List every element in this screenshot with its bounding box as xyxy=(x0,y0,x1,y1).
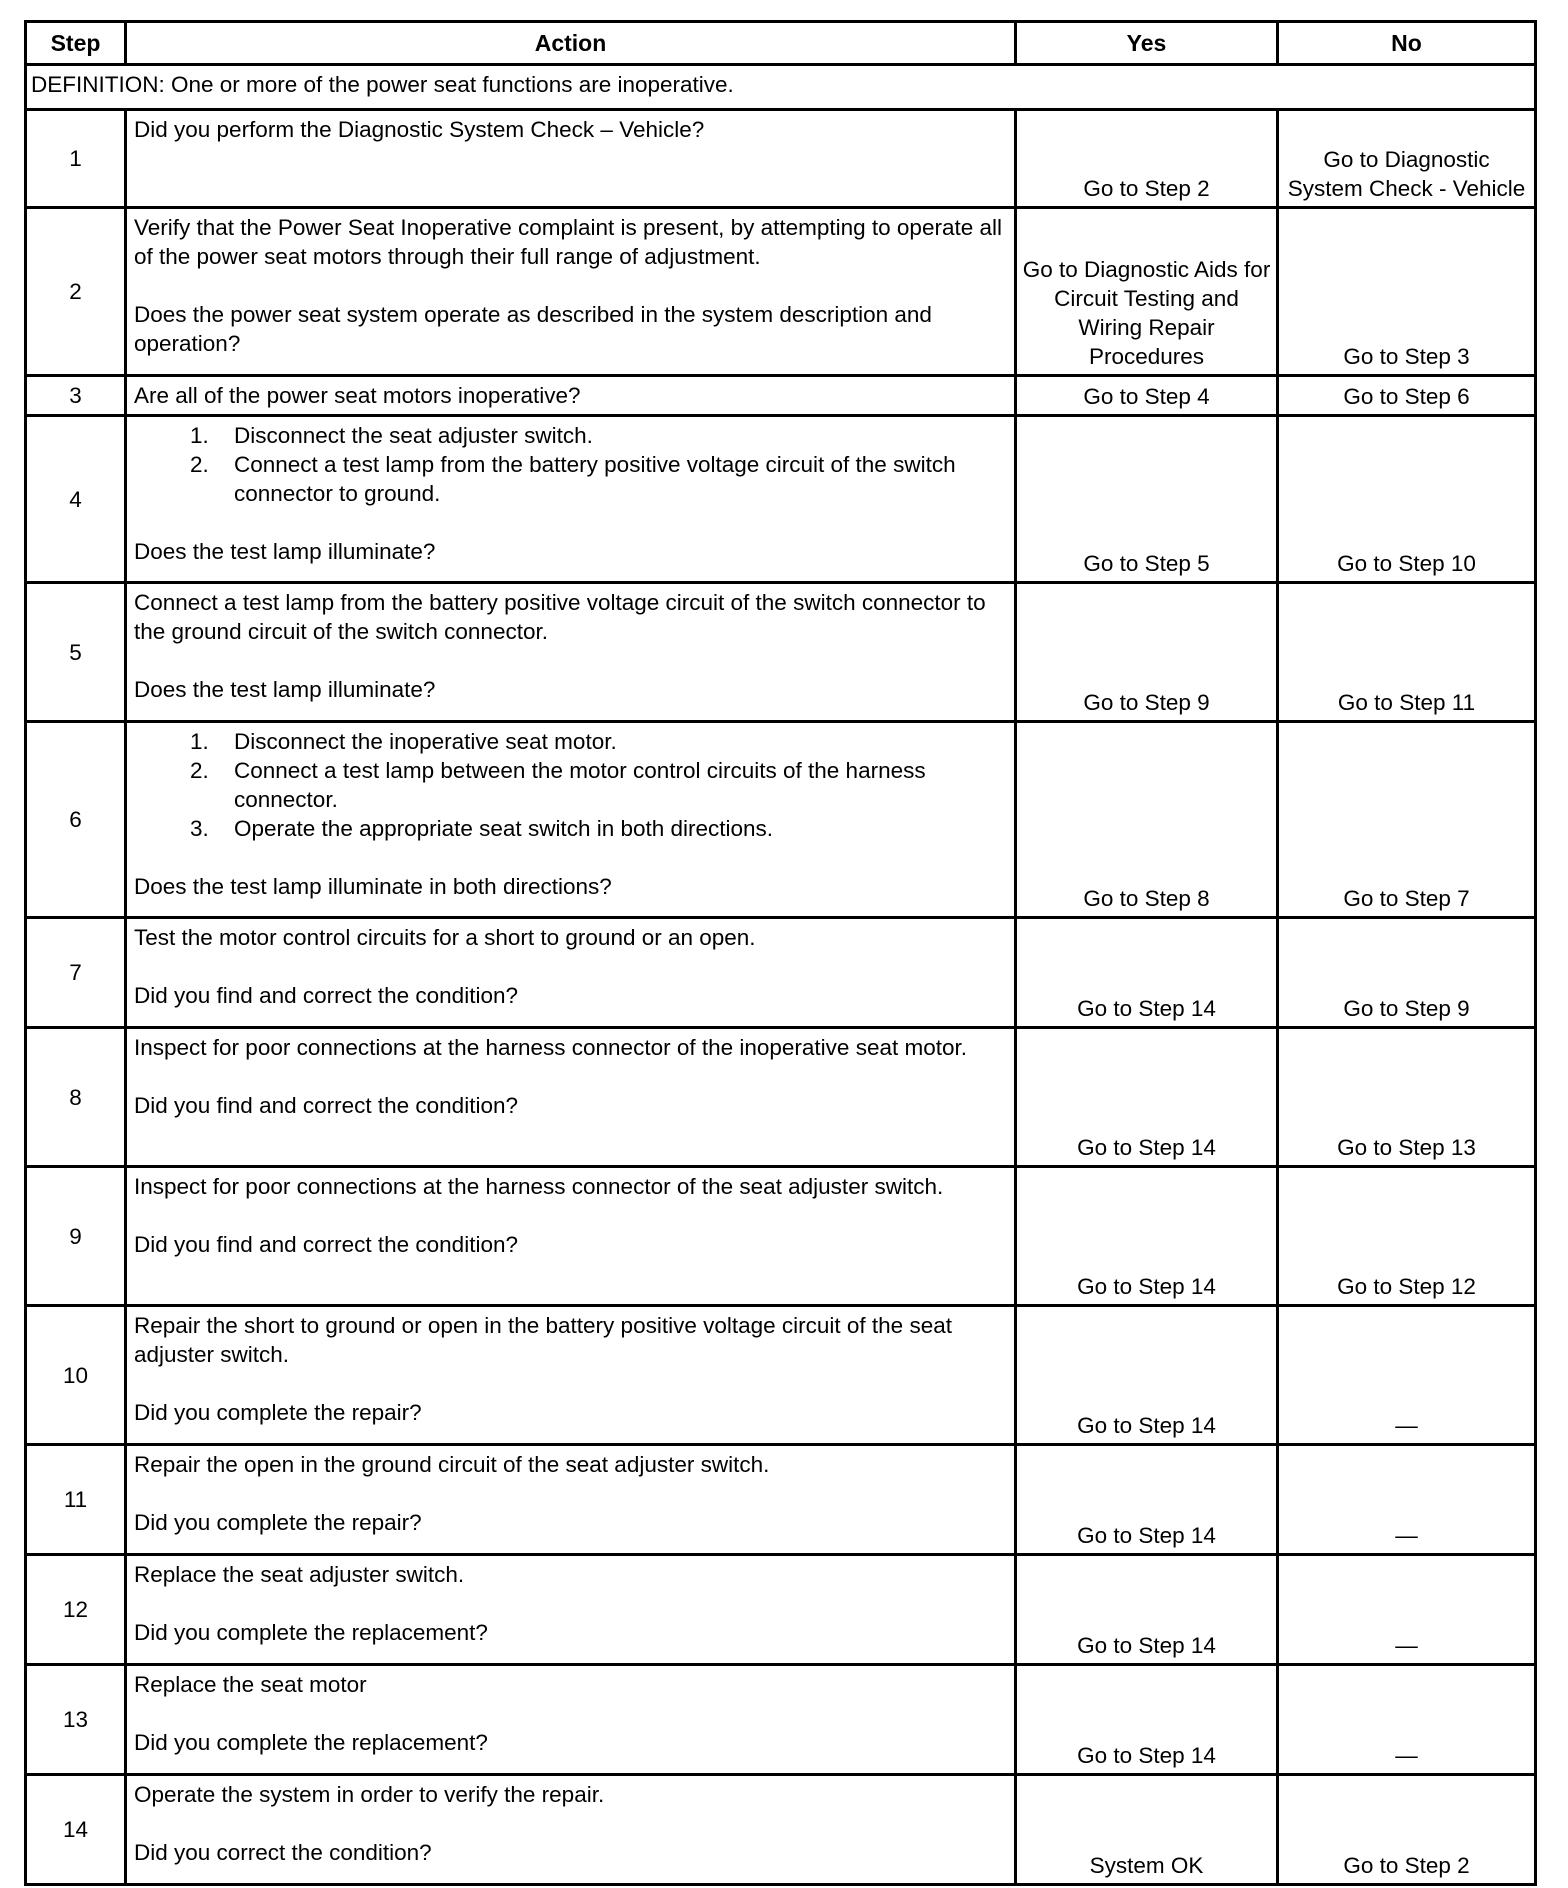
no-cell: Go to Step 6 xyxy=(1278,376,1536,416)
action-text: Inspect for poor connections at the harness connector of the inoperative seat motor. xyxy=(134,1035,967,1060)
list-item xyxy=(190,421,1008,450)
yes-cell: System OK xyxy=(1016,1775,1278,1885)
step-number: 2 xyxy=(26,208,126,376)
step-number: 1 xyxy=(26,110,126,208)
no-cell: Go to Diagnostic System Check - Vehicle xyxy=(1278,110,1536,208)
action-question: Does the test lamp illuminate? xyxy=(134,539,436,564)
yes-cell: Go to Step 9 xyxy=(1016,583,1278,722)
list-number: 3. xyxy=(190,816,209,841)
no-cell: Go to Step 13 xyxy=(1278,1028,1536,1167)
no-cell: — xyxy=(1278,1306,1536,1445)
list-number: 1. xyxy=(190,423,209,448)
action-text: Verify that the Power Seat Inoperative complaint is present, by attempting to operate all of the power seat motors through their full range of adjustment. xyxy=(134,215,1002,269)
table-row xyxy=(26,1775,1536,1885)
step-number: 6 xyxy=(26,722,126,918)
action-cell xyxy=(126,1665,1016,1775)
step-number: 7 xyxy=(26,918,126,1028)
step-number: 4 xyxy=(26,416,126,583)
no-cell: Go to Step 10 xyxy=(1278,416,1536,583)
action-question: Did you correct the condition? xyxy=(134,1840,432,1865)
action-question: Did you complete the repair? xyxy=(134,1510,422,1535)
yes-cell: Go to Step 14 xyxy=(1016,918,1278,1028)
table-row xyxy=(26,1167,1536,1306)
definition-row xyxy=(26,65,1536,110)
action-text: Replace the seat adjuster switch. xyxy=(134,1562,465,1587)
yes-cell: Go to Step 14 xyxy=(1016,1665,1278,1775)
action-question: Did you complete the replacement? xyxy=(134,1730,488,1755)
step-number: 10 xyxy=(26,1306,126,1445)
yes-cell: Go to Step 8 xyxy=(1016,722,1278,918)
no-cell: Go to Step 9 xyxy=(1278,918,1536,1028)
list-number: 2. xyxy=(190,758,209,783)
action-text: Inspect for poor connections at the harness connector of the seat adjuster switch. xyxy=(134,1174,944,1199)
list-item xyxy=(190,756,1008,814)
no-cell: Go to Step 7 xyxy=(1278,722,1536,918)
action-cell xyxy=(126,1167,1016,1306)
action-cell xyxy=(126,1028,1016,1167)
action-text: Replace the seat motor xyxy=(134,1672,367,1697)
step-number: 12 xyxy=(26,1555,126,1665)
action-cell xyxy=(126,1775,1016,1885)
list-number: 2. xyxy=(190,452,209,477)
action-cell xyxy=(126,1555,1016,1665)
no-cell: — xyxy=(1278,1665,1536,1775)
header-no: No xyxy=(1278,22,1536,65)
action-question: Does the power seat system operate as described in the system description and operation? xyxy=(134,302,932,356)
action-question: Did you complete the replacement? xyxy=(134,1620,488,1645)
header-step: Step xyxy=(26,22,126,65)
action-text: Repair the short to ground or open in the battery positive voltage circuit of the seat adjuster switch. xyxy=(134,1313,952,1367)
action-text: Are all of the power seat motors inoperative? xyxy=(134,383,581,408)
action-question: Does the test lamp illuminate in both directions? xyxy=(134,874,612,899)
action-text: Repair the open in the ground circuit of the seat adjuster switch. xyxy=(134,1452,770,1477)
table-row xyxy=(26,1445,1536,1555)
list-text: Connect a test lamp from the battery positive voltage circuit of the switch connector to ground. xyxy=(234,452,956,506)
yes-cell: Go to Step 14 xyxy=(1016,1167,1278,1306)
action-cell xyxy=(126,722,1016,918)
header-row xyxy=(26,22,1536,65)
diagnostic-table xyxy=(24,20,1537,1886)
step-number: 13 xyxy=(26,1665,126,1775)
action-cell xyxy=(126,1306,1016,1445)
header-action: Action xyxy=(126,22,1016,65)
table-row xyxy=(26,918,1536,1028)
table-row xyxy=(26,208,1536,376)
list-text: Disconnect the inoperative seat motor. xyxy=(234,729,617,754)
list-text: Operate the appropriate seat switch in both directions. xyxy=(234,816,774,841)
table-row xyxy=(26,583,1536,722)
action-text: Operate the system in order to verify the repair. xyxy=(134,1782,605,1807)
yes-cell: Go to Diagnostic Aids for Circuit Testing and Wiring Repair Procedures xyxy=(1016,208,1278,376)
yes-cell: Go to Step 14 xyxy=(1016,1555,1278,1665)
yes-cell: Go to Step 14 xyxy=(1016,1445,1278,1555)
yes-cell: Go to Step 2 xyxy=(1016,110,1278,208)
step-number: 11 xyxy=(26,1445,126,1555)
header-yes: Yes xyxy=(1016,22,1278,65)
action-cell xyxy=(126,208,1016,376)
action-cell xyxy=(126,376,1016,416)
table-row xyxy=(26,110,1536,208)
action-question: Did you find and correct the condition? xyxy=(134,983,518,1008)
list-text: Disconnect the seat adjuster switch. xyxy=(234,423,593,448)
yes-cell: Go to Step 5 xyxy=(1016,416,1278,583)
action-cell xyxy=(126,918,1016,1028)
table-row xyxy=(26,1665,1536,1775)
action-cell xyxy=(126,110,1016,208)
action-cell xyxy=(126,583,1016,722)
table-row xyxy=(26,1306,1536,1445)
table-row xyxy=(26,1555,1536,1665)
table-row xyxy=(26,416,1536,583)
yes-cell: Go to Step 4 xyxy=(1016,376,1278,416)
list-item xyxy=(190,814,1008,843)
list-text: Connect a test lamp between the motor control circuits of the harness connector. xyxy=(234,758,926,812)
action-cell xyxy=(126,416,1016,583)
list-item xyxy=(190,727,1008,756)
action-text: Test the motor control circuits for a short to ground or an open. xyxy=(134,925,756,950)
step-number: 3 xyxy=(26,376,126,416)
definition-text: DEFINITION: One or more of the power seat functions are inoperative. xyxy=(26,65,1536,110)
table-row xyxy=(26,722,1536,918)
yes-cell: Go to Step 14 xyxy=(1016,1306,1278,1445)
action-question: Does the test lamp illuminate? xyxy=(134,677,436,702)
action-question: Did you complete the repair? xyxy=(134,1400,422,1425)
action-question: Did you find and correct the condition? xyxy=(134,1232,518,1257)
step-number: 8 xyxy=(26,1028,126,1167)
table-row xyxy=(26,1028,1536,1167)
instruction-list xyxy=(134,421,1008,508)
action-text: Connect a test lamp from the battery positive voltage circuit of the switch connector to the ground circuit of the switch connector. xyxy=(134,590,986,644)
no-cell: Go to Step 2 xyxy=(1278,1775,1536,1885)
step-number: 9 xyxy=(26,1167,126,1306)
no-cell: — xyxy=(1278,1445,1536,1555)
no-cell: Go to Step 3 xyxy=(1278,208,1536,376)
action-cell xyxy=(126,1445,1016,1555)
step-number: 5 xyxy=(26,583,126,722)
no-cell: Go to Step 12 xyxy=(1278,1167,1536,1306)
no-cell: — xyxy=(1278,1555,1536,1665)
action-text: Did you perform the Diagnostic System Check – Vehicle? xyxy=(134,117,705,142)
table-row xyxy=(26,376,1536,416)
no-cell: Go to Step 11 xyxy=(1278,583,1536,722)
list-item xyxy=(190,450,1008,508)
list-number: 1. xyxy=(190,729,209,754)
step-number: 14 xyxy=(26,1775,126,1885)
instruction-list xyxy=(134,727,1008,843)
yes-cell: Go to Step 14 xyxy=(1016,1028,1278,1167)
action-question: Did you find and correct the condition? xyxy=(134,1093,518,1118)
